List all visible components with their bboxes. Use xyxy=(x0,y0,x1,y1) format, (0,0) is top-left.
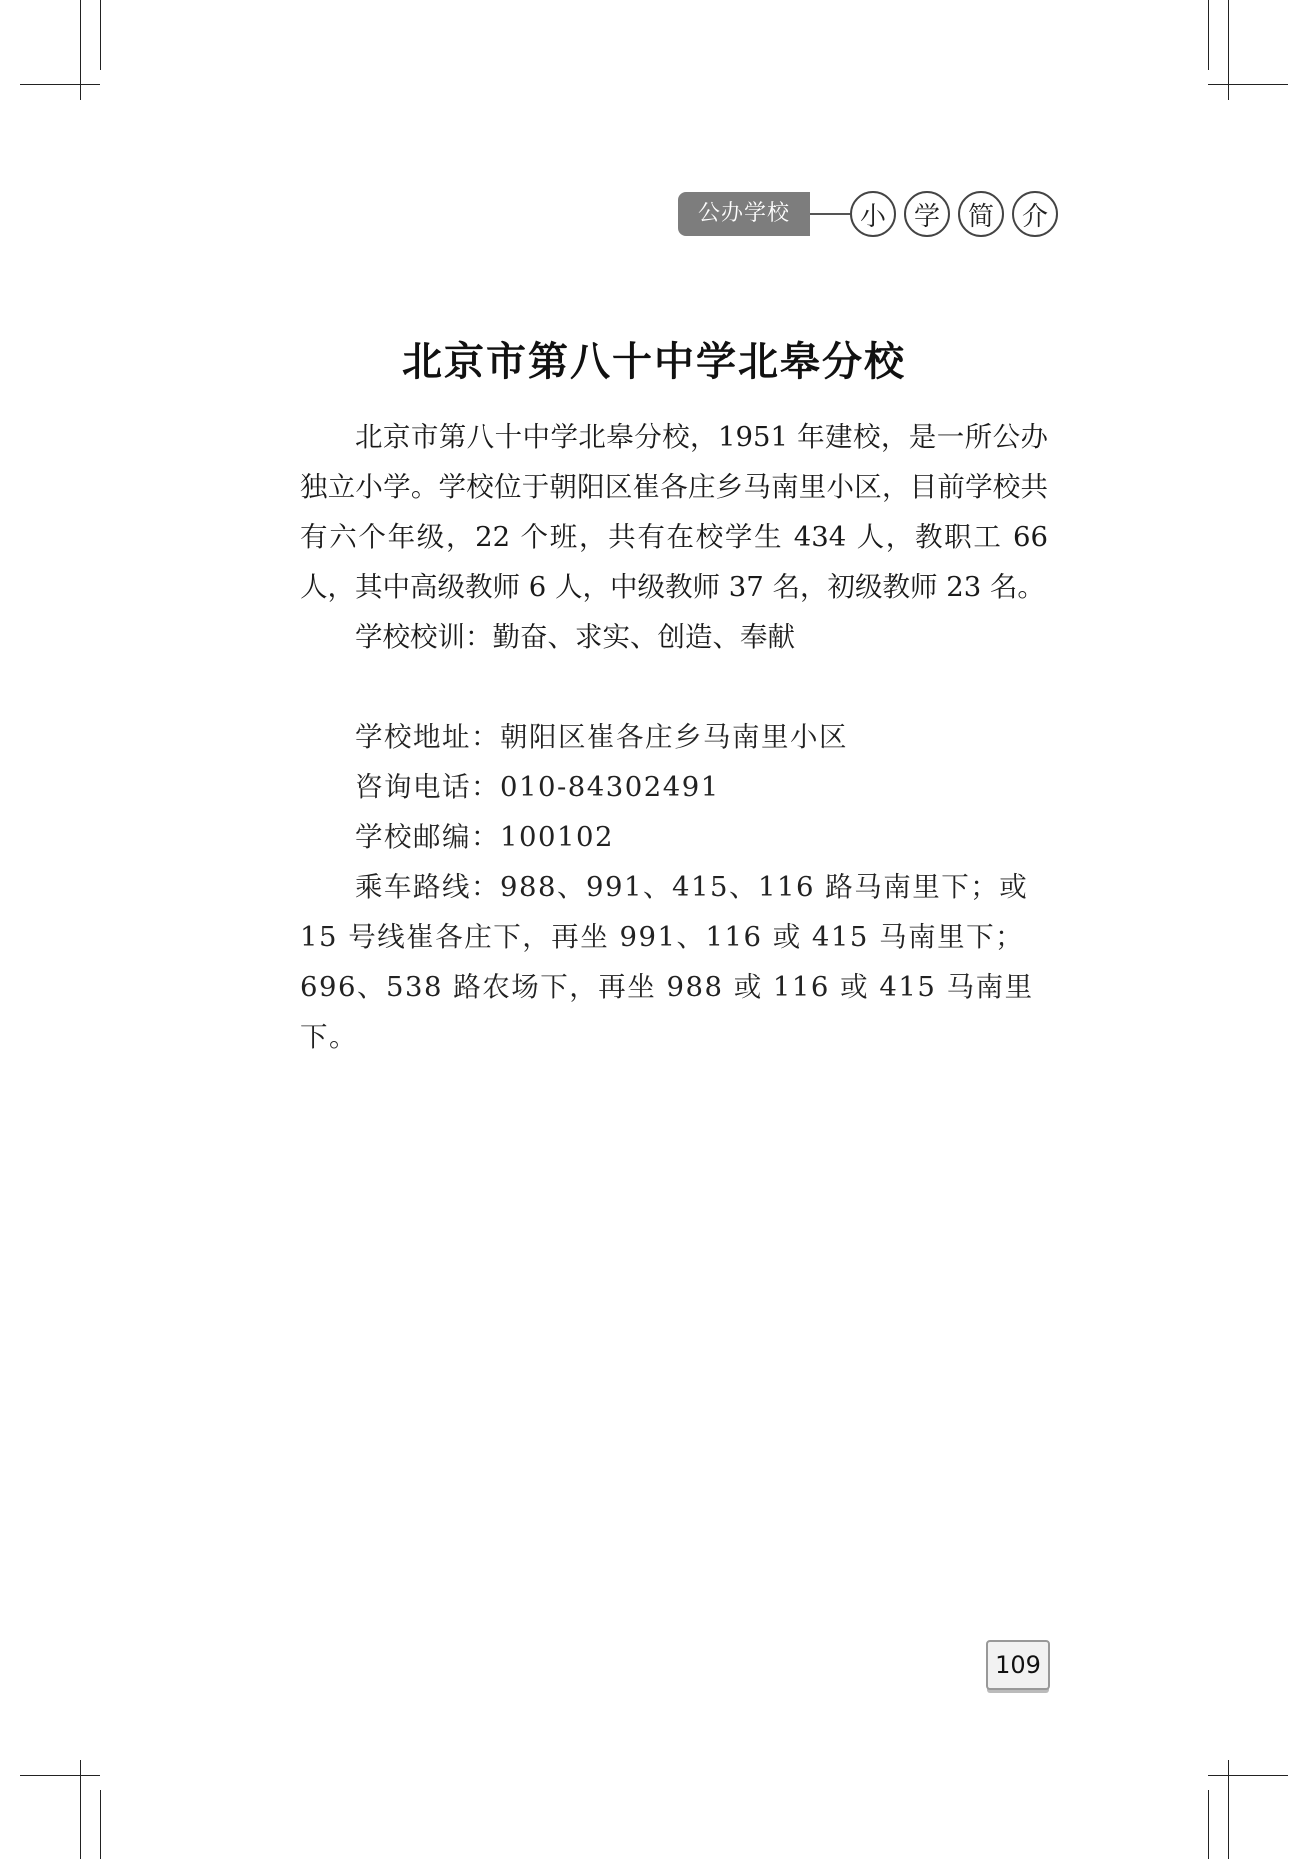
school-description xyxy=(300,412,1048,1062)
section-char-circle: 小 xyxy=(850,191,896,237)
crop-mark xyxy=(1208,1790,1209,1859)
crop-mark xyxy=(80,1760,81,1859)
section-char-circle: 学 xyxy=(904,191,950,237)
header-connector-line xyxy=(810,213,850,215)
motto-paragraph: 学校校训：勤奋、求实、创造、奉献 xyxy=(355,621,795,653)
route-line: 乘车路线：988、991、415、116 路马南里下；或 15 号线崔各庄下，再坐 991、116 或 415 马南里下；696、538 路农场下，再坐 988 或 116 或 415 马南里下。 xyxy=(300,871,1034,1053)
spacer xyxy=(300,662,1048,712)
section-header xyxy=(678,190,1058,238)
crop-mark xyxy=(1208,1775,1288,1776)
crop-mark xyxy=(20,1775,100,1776)
crop-mark xyxy=(1208,0,1209,70)
crop-mark xyxy=(1228,0,1229,100)
postcode-line: 学校邮编：100102 xyxy=(355,821,614,853)
crop-mark xyxy=(20,84,100,85)
section-char-circle: 介 xyxy=(1012,191,1058,237)
page-number: 109 xyxy=(986,1640,1050,1690)
section-name-circles xyxy=(850,191,1058,237)
phone-line: 咨询电话：010-84302491 xyxy=(355,771,720,803)
crop-mark xyxy=(1208,84,1288,85)
crop-mark xyxy=(100,1790,101,1859)
address-line: 学校地址：朝阳区崔各庄乡马南里小区 xyxy=(355,721,848,753)
crop-mark xyxy=(100,0,101,70)
category-badge: 公办学校 xyxy=(678,192,810,236)
section-char-circle: 简 xyxy=(958,191,1004,237)
intro-paragraph: 北京市第八十中学北皋分校，1951 年建校，是一所公办独立小学。学校位于朝阳区崔各庄乡马南里小区，目前学校共有六个年级，22 个班，共有在校学生 434 人，教职工 66 人，其中高级教师 6 人，中级教师 37 名，初级教师 23 名。 xyxy=(300,421,1048,603)
crop-mark xyxy=(1228,1760,1229,1859)
crop-mark xyxy=(80,0,81,100)
page-title: 北京市第八十中学北皋分校 xyxy=(402,339,906,385)
